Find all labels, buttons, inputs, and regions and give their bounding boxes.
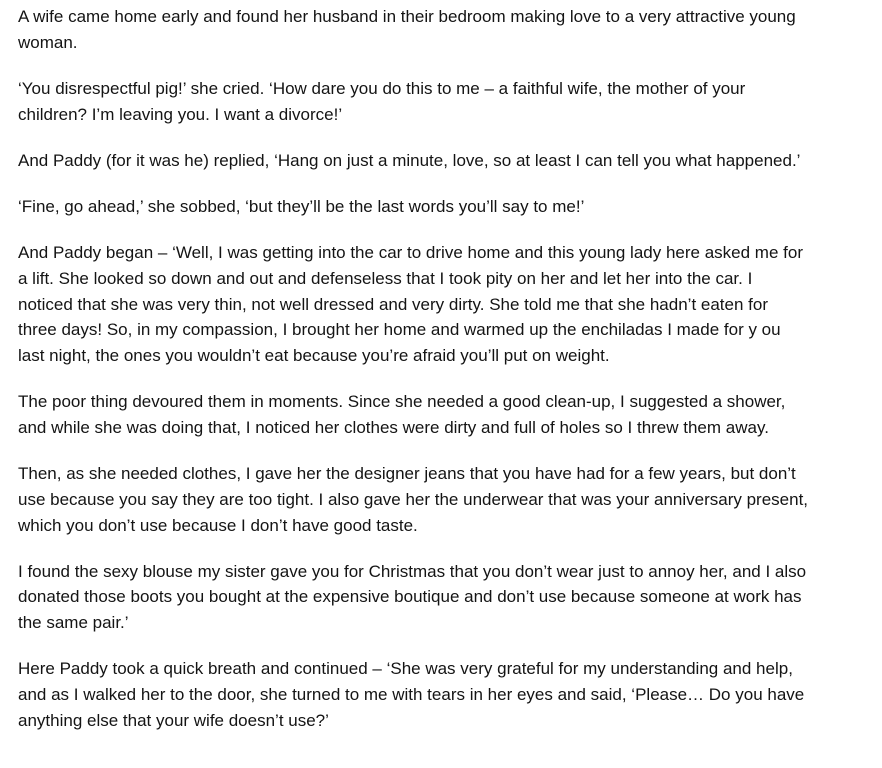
paragraph-3: And Paddy (for it was he) replied, ‘Hang on just a minute, love, so at least I can tell you what happened.’ [18,150,801,170]
paragraph-1: A wife came home early and found her husband in their bedroom making love to a very attractive young woman. [18,7,796,52]
paragraph-9: Here Paddy took a quick breath and continued – ‘She was very grateful for my understanding and help, and as I walked her to the door, she turned to me with tears in her eyes and said, ‘Please… Do you have anything else that your wife doesn’t use?’ [18,659,805,730]
paragraph-8: I found the sexy blouse my sister gave you for Christmas that you don’t wear just to annoy her, and I also donated those boots you bought at the expensive boutique and don’t use because someone at work has the same pair.’ [18,561,807,633]
paragraph-4: ‘Fine, go ahead,’ she sobbed, ‘but they’ll be the last words you’ll say to me!’ [18,197,585,217]
paragraph-2: ‘You disrespectful pig!’ she cried. ‘How dare you do this to me – a faithful wife, the mother of your children? I’m leaving you. I want a divorce!’ [18,78,746,124]
paragraph-6: The poor thing devoured them in moments. Since she needed a good clean-up, I suggested a shower, and while she was doing that, I noticed her clothes were dirty and full of holes so I threw them away. [18,392,786,437]
paragraph-5: And Paddy began – ‘Well, I was getting into the car to drive home and this young lady here asked me for a lift. She looked so down and out and defenseless that I took pity on her and let her into the car. I noticed that she was very thin, not well dressed and very dirty. She told me that she hadn’t eaten for three days! So, in my compassion, I brought her home and warmed up the enchiladas I made for y ou last night, the ones you wouldn’t eat because you’re afraid you’ll put on weight. [18,243,803,366]
paragraph-7: Then, as she needed clothes, I gave her the designer jeans that you have had for a few years, but don’t use because you say they are too tight. I also gave her the underwear that was your anniversary present, which you don’t use because I don’t have good taste. [18,464,809,535]
